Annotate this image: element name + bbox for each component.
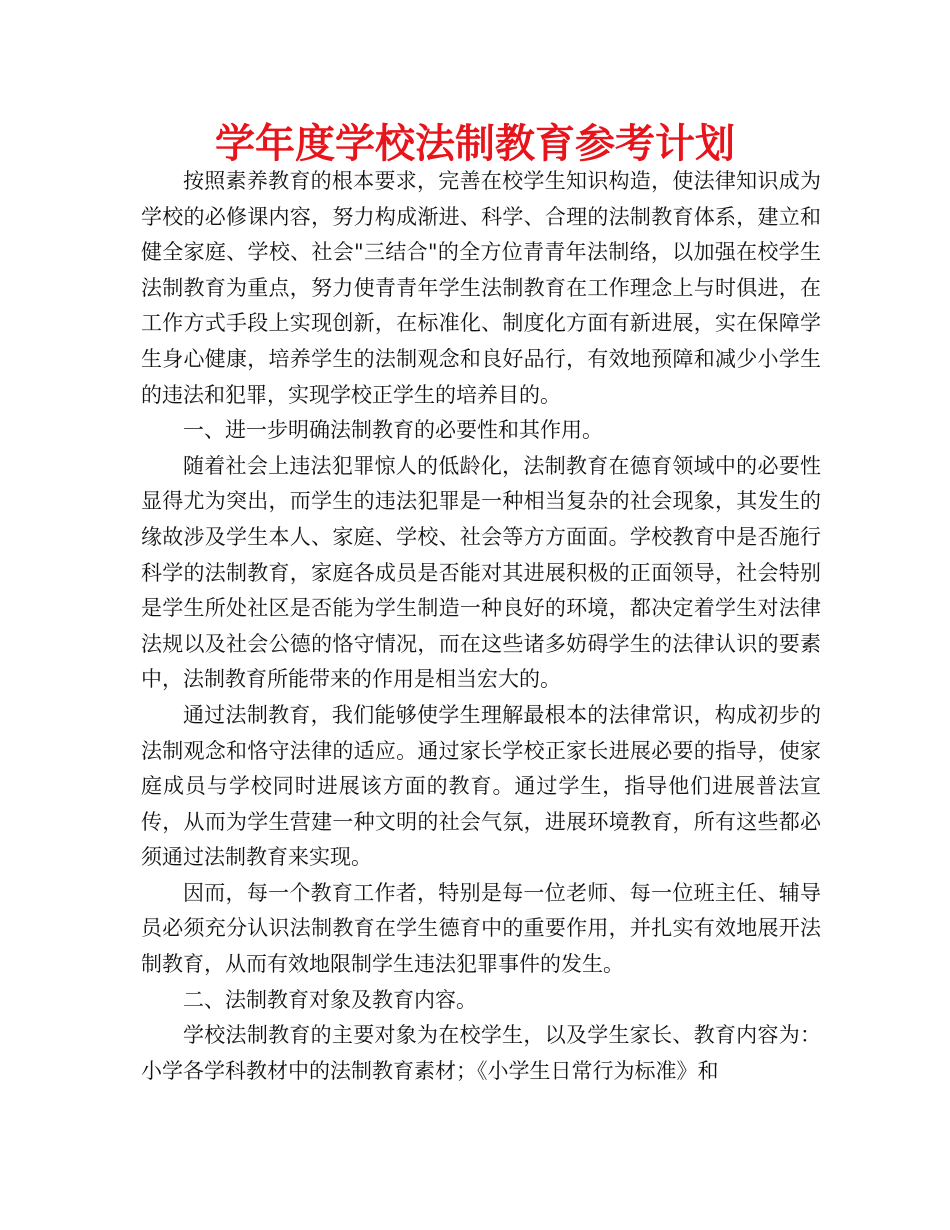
paragraph-objects-content: 学校法制教育的主要对象为在校学生，以及学生家长、教育内容为：小学各学科教材中的法制教育素材；《小学生日常行为标准》和 (141, 1023, 821, 1083)
section-heading-2: 二、法制教育对象及教育内容。 (183, 987, 477, 1012)
paragraph-therefore: 因而，每一个教育工作者，特别是每一位老师、每一位班主任、辅导员必须充分认识法制教育在学生德育中的重要作用，并扎实有效地展开法制教育，从而有效地限制学生违法犯罪事件的发生。 (141, 880, 821, 977)
section-heading-1: 一、进一步明确法制教育的必要性和其作用。 (183, 418, 603, 443)
document-body (141, 164, 821, 1089)
paragraph-through-education: 通过法制教育，我们能够使学生理解最根本的法律常识，构成初步的法制观念和恪守法律的适应。通过家长学校正家长进展必要的指导，使家庭成员与学校同时进展该方面的教育。通过学生，指导他们进展普法宣传，从而为学生营建一种文明的社会气氛，进展环境教育，所有这些都必须通过法制教育来实现。 (141, 702, 821, 870)
paragraph-intro: 按照素养教育的根本要求，完善在校学生知识构造，使法律知识成为学校的必修课内容，努力构成渐进、科学、合理的法制教育体系，建立和健全家庭、学校、社会"三结合"的全方位青青年法制络，以加强在校学生法制教育为重点，努力使青青年学生法制教育在工作理念上与时俱进，在工作方式手段上实现创新，在标准化、制度化方面有新进展，实在保障学生身心健康，培养学生的法制观念和良好品行，有效地预障和减少小学生的违法和犯罪，实现学校正学生的培养目的。 (141, 169, 821, 407)
document-title: 学年度学校法制教育参考计划 (215, 121, 735, 167)
paragraph-necessity: 随着社会上违法犯罪惊人的低龄化，法制教育在德育领域中的必要性显得尤为突出，而学生的违法犯罪是一种相当复杂的社会现象，其发生的缘故涉及学生本人、家庭、学校、社会等方方面面。学校教育中是否施行科学的法制教育，家庭各成员是否能对其进展积极的正面领导，社会特别是学生所处社区是否能为学生制造一种良好的环境，都决定着学生对法律法规以及社会公德的恪守情况，而在这些诸多妨碍学生的法律认识的要素中，法制教育所能带来的作用是相当宏大的。 (141, 453, 821, 692)
